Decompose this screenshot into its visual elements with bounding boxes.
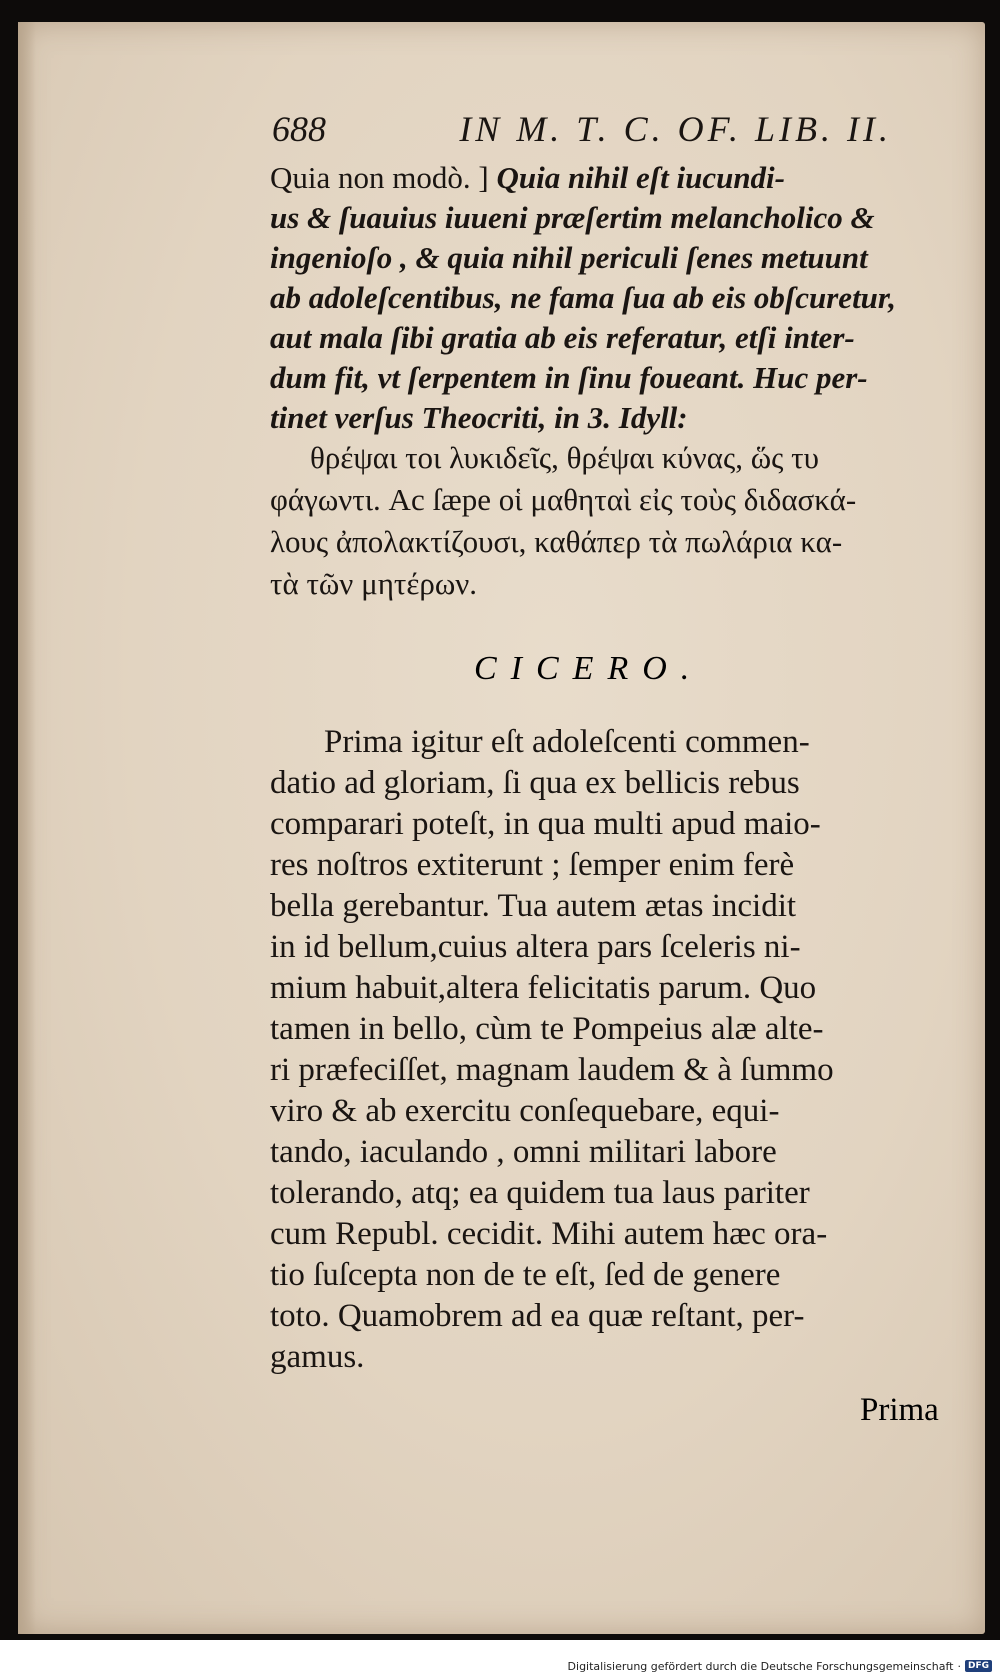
note-line — [270, 158, 785, 198]
body-text-line: gamus. — [270, 1339, 365, 1375]
footer-separator: · — [957, 1659, 961, 1673]
note-line-text: ab adoleſcentibus, ne fama ſua ab eis obſcuretur, — [270, 280, 897, 315]
greek-quote-line: φάγωντι. Ac ſæpe οἱ μαθηταὶ εἰς τοὺς διδασκά- — [270, 482, 857, 517]
body-text-line: tando, iaculando , omni militari labore — [270, 1134, 777, 1170]
page-gutter-shadow — [18, 22, 36, 1634]
greek-quote-line: τὰ τῶν μητέρων. — [270, 566, 478, 601]
note-line — [270, 358, 868, 398]
greek-quote-line: λους ἀπολακτίζουσι, καθάπερ τὰ πωλάρια κα- — [270, 524, 843, 559]
body-text-line: ri præfeciſſet, magnam laudem & à ſummo — [270, 1052, 834, 1088]
section-heading: CICERO. — [474, 650, 704, 687]
body-text-line: comparari poteſt, in qua multi apud maio- — [270, 806, 821, 842]
note-line — [270, 198, 875, 238]
body-text-line: Prima igitur eſt adoleſcenti commen- — [324, 724, 810, 760]
body-text-line: res noſtros extiterunt ; ſemper enim ferè — [270, 847, 795, 883]
note-line-text: us & ſuauius iuueni præſertim melancholico & — [270, 200, 875, 235]
body-text-line: tamen in bello, cùm te Pompeius alæ alte- — [270, 1011, 824, 1047]
note-line-text: tinet verſus Theocriti, in 3. Idyll: — [270, 400, 688, 435]
running-head-title: IN M. T. C. OF. LIB. II. — [459, 109, 892, 149]
note-lemma: Quia non modò. ] — [270, 160, 489, 195]
body-text-line: datio ad gloriam, ſi qua ex bellicis rebus — [270, 765, 800, 801]
greek-quote-line: θρέψαι τοι λυκιδεῖς, θρέψαι κύνας, ὥς τυ — [310, 440, 819, 475]
running-head — [272, 108, 892, 150]
body-text-line: tio ſuſcepta non de te eſt, ſed de genere — [270, 1257, 781, 1293]
body-text-line: viro & ab exercitu conſequebare, equi- — [270, 1093, 780, 1129]
body-text-line: toto. Quamobrem ad ea quæ reſtant, per- — [270, 1298, 805, 1334]
digitization-footer — [0, 1652, 1000, 1680]
note-line-text: dum fit, vt ſerpentem in ſinu foueant. Huc per- — [270, 360, 868, 395]
body-text-line: bella gerebantur. Tua autem ætas incidit — [270, 888, 797, 924]
note-line — [270, 278, 896, 318]
catchword: Prima — [860, 1392, 939, 1428]
note-line — [270, 318, 855, 358]
body-text-line: in id bellum,cuius altera pars ſceleris ni- — [270, 929, 801, 965]
dfg-logo-icon: DFG — [965, 1660, 992, 1672]
page-number: 688 — [272, 109, 326, 149]
note-line — [270, 238, 868, 278]
footer-credit: Digitalisierung gefördert durch die Deutsche Forschungsgemeinschaft — [567, 1659, 954, 1673]
body-text-line: tolerando, atq; ea quidem tua laus pariter — [270, 1175, 810, 1211]
body-text-line: cum Republ. cecidit. Mihi autem hæc ora- — [270, 1216, 828, 1252]
note-line-text: Quia nihil eſt iucundi- — [488, 160, 785, 195]
note-line-text: ingenioſo , & quia nihil periculi ſenes metuunt — [270, 240, 868, 275]
body-text-line: mium habuit,altera felicitatis parum. Quo — [270, 970, 817, 1006]
note-line-text: aut mala ſibi gratia ab eis referatur, etſi inter- — [270, 320, 855, 355]
note-line — [270, 398, 688, 438]
